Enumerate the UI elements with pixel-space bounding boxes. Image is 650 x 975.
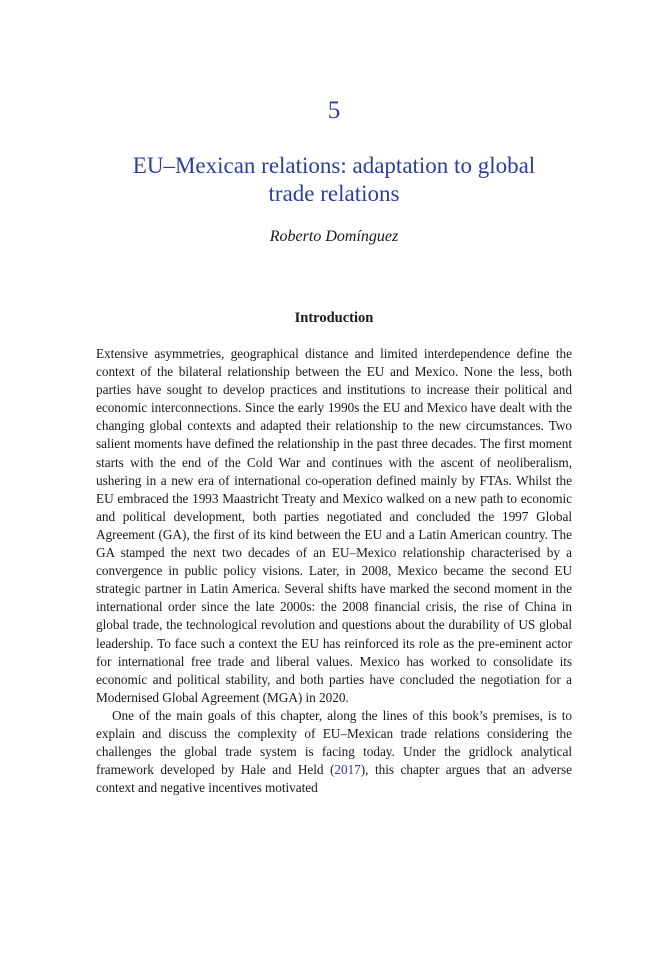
chapter-author: Roberto Domínguez (269, 228, 399, 245)
chapter-title-line-1: EU–Mexican relations: adaptation to global (132, 153, 536, 178)
chapter-number: 5 (327, 97, 341, 124)
chapter-title-line-2: trade relations (268, 181, 400, 206)
chapter-title (96, 152, 572, 208)
paragraph-1: Extensive asymmetries, geographical distance and limited interdependence define the context of the bilateral relationship between the EU and Mexico. None the less, both parties have sought to develop practices and institutions to increase their political and economic interconnections. Since the early 1990s the EU and Mexico have dealt with the changing global contexts and adapted their relationship to the new circumstances. Two salient moments have defined the relationship in the past three decades. The first moment starts with the end of the Cold War and continues with the ascent of neoliberalism, ushering in a new era of international co-operation defined mainly by FTAs. Whilst the EU embraced the 1993 Maastricht Treaty and Mexico walked on a new path to economic and political development, both parties negotiated and concluded the 1997 Global Agreement (GA), the first of its kind between the EU and a Latin American country. The GA stamped the next two decades of an EU–Mexico relationship characterised by a convergence in public policy visions. Later, in 2008, Mexico became the second EU strategic partner in Latin America. Several shifts have marked the second moment in the international order since the late 2000s: the 2008 financial crisis, the rise of China in global trade, the technological revolution and questions about the durability of US global leadership. To face such a context the EU has reinforced its role as the pre-eminent actor for international free trade and liberal values. Mexico has worked to consolidate its economic and political stability, and both parties have concluded the negotiation for a Modernised Global Agreement (MGA) in 2020. (96, 346, 572, 705)
paragraph-2 (96, 707, 572, 797)
citation-link[interactable]: 2017 (334, 762, 361, 778)
paragraph-2-text-before: One of the main goals of this chapter, along the lines of this book’s premises, is to explain and discuss the complexity of EU–Mexican trade relations considering the challenges the global trade system is facing today. Under the gridlock analytical framework developed by Hale and Held ( (96, 707, 572, 778)
section-heading: Introduction (294, 310, 374, 326)
paragraph-2-text-after: ), this chapter argues that an adverse context and negative incentives motivated (96, 762, 572, 796)
body-text (96, 345, 572, 797)
